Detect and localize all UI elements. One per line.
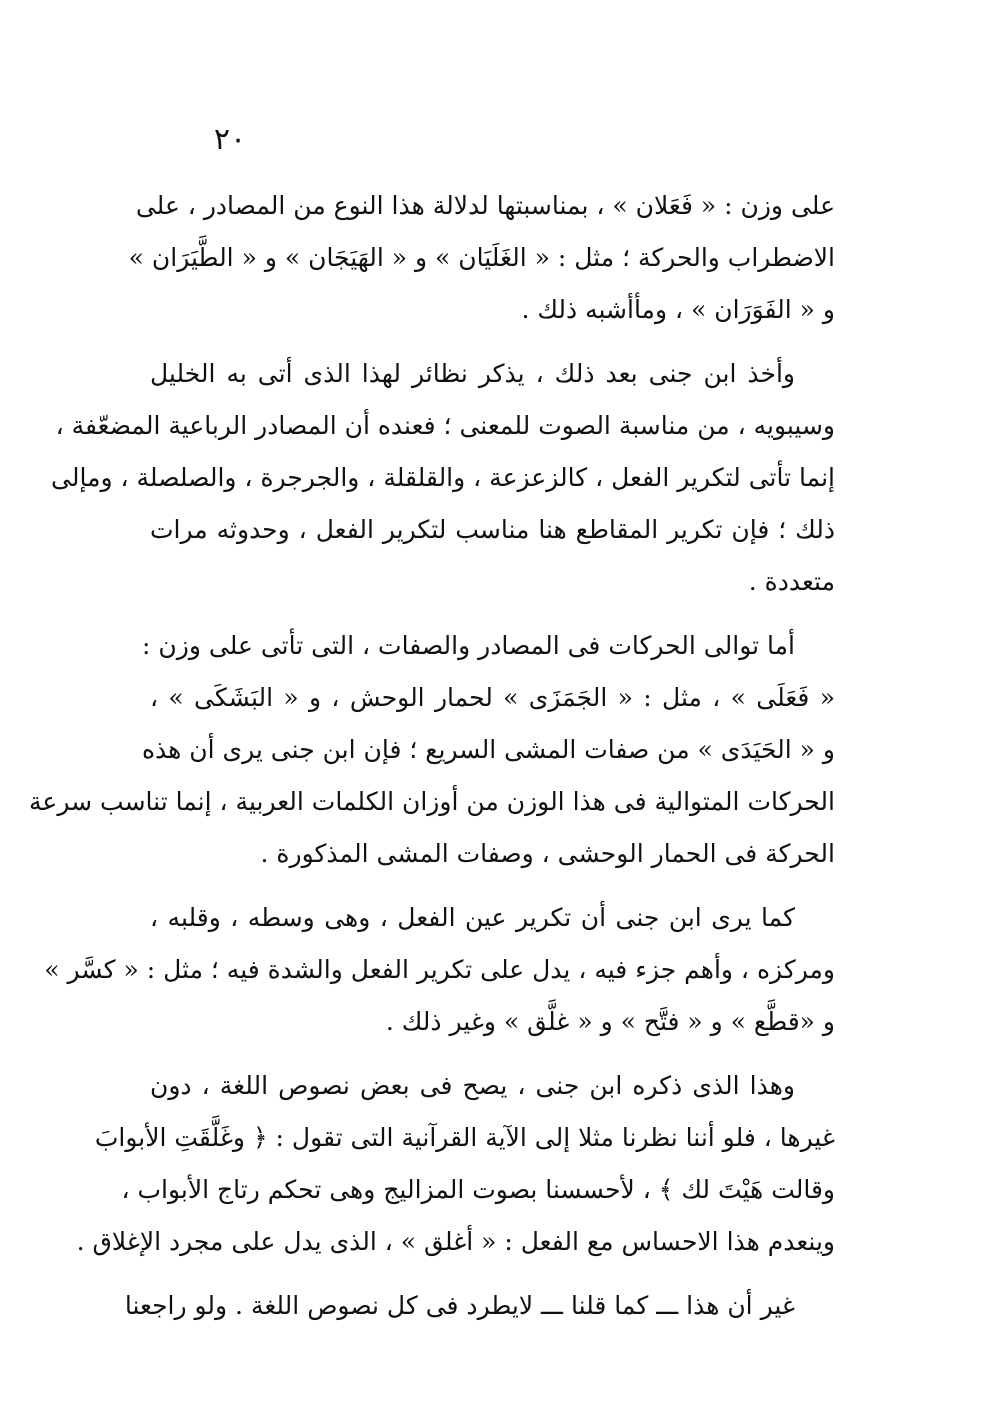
text-line: ذلك ؛ فإن تكرير المقاطع هنا مناسب لتكرير الفعل ، وحدوثه مرات [150, 515, 835, 544]
text-line: إنما تأتى لتكرير الفعل ، كالزعزعة ، والقلقلة ، والجرجرة ، والصلصلة ، ومإلى [51, 463, 835, 492]
text-line: وهذا الذى ذكره ابن جنى ، يصح فى بعض نصوص اللغة ، دون [150, 1071, 795, 1100]
text-line: ومركزه ، وأهم جزء فيه ، يدل على تكرير الفعل والشدة فيه ؛ مثل : « كسَّر » [44, 955, 835, 984]
paragraph-4 [44, 892, 835, 1048]
text-line: و « الحَيَدَى » من صفات المشى السريع ؛ فإن ابن جنى يرى أن هذه [141, 735, 835, 764]
text-line: و « الفَوَرَان » ، ومأأشبه ذلك . [521, 295, 835, 324]
text-line: وسيبويه ، من مناسبة الصوت للمعنى ؛ فعنده أن المصادر الرباعية المضعّفة ، [55, 411, 835, 440]
paragraph-6 [124, 1280, 835, 1332]
page-number: ٢٠ [213, 122, 247, 157]
text-line: كما يرى ابن جنى أن تكرير عين الفعل ، وهى وسطه ، وقلبه ، [150, 903, 795, 932]
text-line: متعددة . [748, 567, 835, 596]
text-line: على وزن : « فَعَلان » ، بمناسبتها لدلالة هذا النوع من المصادر ، على [135, 191, 835, 220]
paragraph-2 [51, 348, 835, 608]
text-line: وينعدم هذا الاحساس مع الفعل : « أغلق » ، الذى يدل على مجرد الإغلاق . [76, 1227, 835, 1256]
body-text [29, 180, 835, 1344]
paragraph-5 [76, 1060, 835, 1268]
text-line: وأخذ ابن جنى بعد ذلك ، يذكر نظائر لهذا الذى أتى به الخليل [150, 359, 795, 388]
text-line: الحركات المتوالية فى هذا الوزن من أوزان الكلمات العربية ، إنما تناسب سرعة [29, 787, 835, 816]
paragraph-1 [128, 180, 835, 336]
text-line: غيرها ، فلو أننا نظرنا مثلا إلى الآية القرآنية التى تقول : ﴿ وغَلَّقَتِ الأبوابَ [94, 1123, 835, 1152]
text-line: وقالت هَيْتَ لك ﴾ ، لأحسسنا بصوت المزاليج وهى تحكم رتاج الأبواب ، [121, 1175, 835, 1204]
paragraph-3 [29, 620, 835, 880]
text-line: الاضطراب والحركة ؛ مثل : « الغَلَيَان » و « الهَيَجَان » و « الطَّيَرَان » [128, 243, 835, 272]
text-line: الحركة فى الحمار الوحشى ، وصفات المشى المذكورة . [260, 839, 835, 868]
text-line: غير أن هذا ـــ كما قلنا ـــ لايطرد فى كل نصوص اللغة . ولو راجعنا [124, 1291, 795, 1320]
text-line: أما توالى الحركات فى المصادر والصفات ، التى تأتى على وزن : [142, 631, 795, 660]
text-line: و «قطَّع » و « فتَّح » و « غلَّق » وغير ذلك . [385, 1007, 835, 1036]
text-line: « فَعَلَى » ، مثل : « الجَمَزَى » لحمار الوحش ، و « البَشَكَى » ، [150, 683, 835, 712]
